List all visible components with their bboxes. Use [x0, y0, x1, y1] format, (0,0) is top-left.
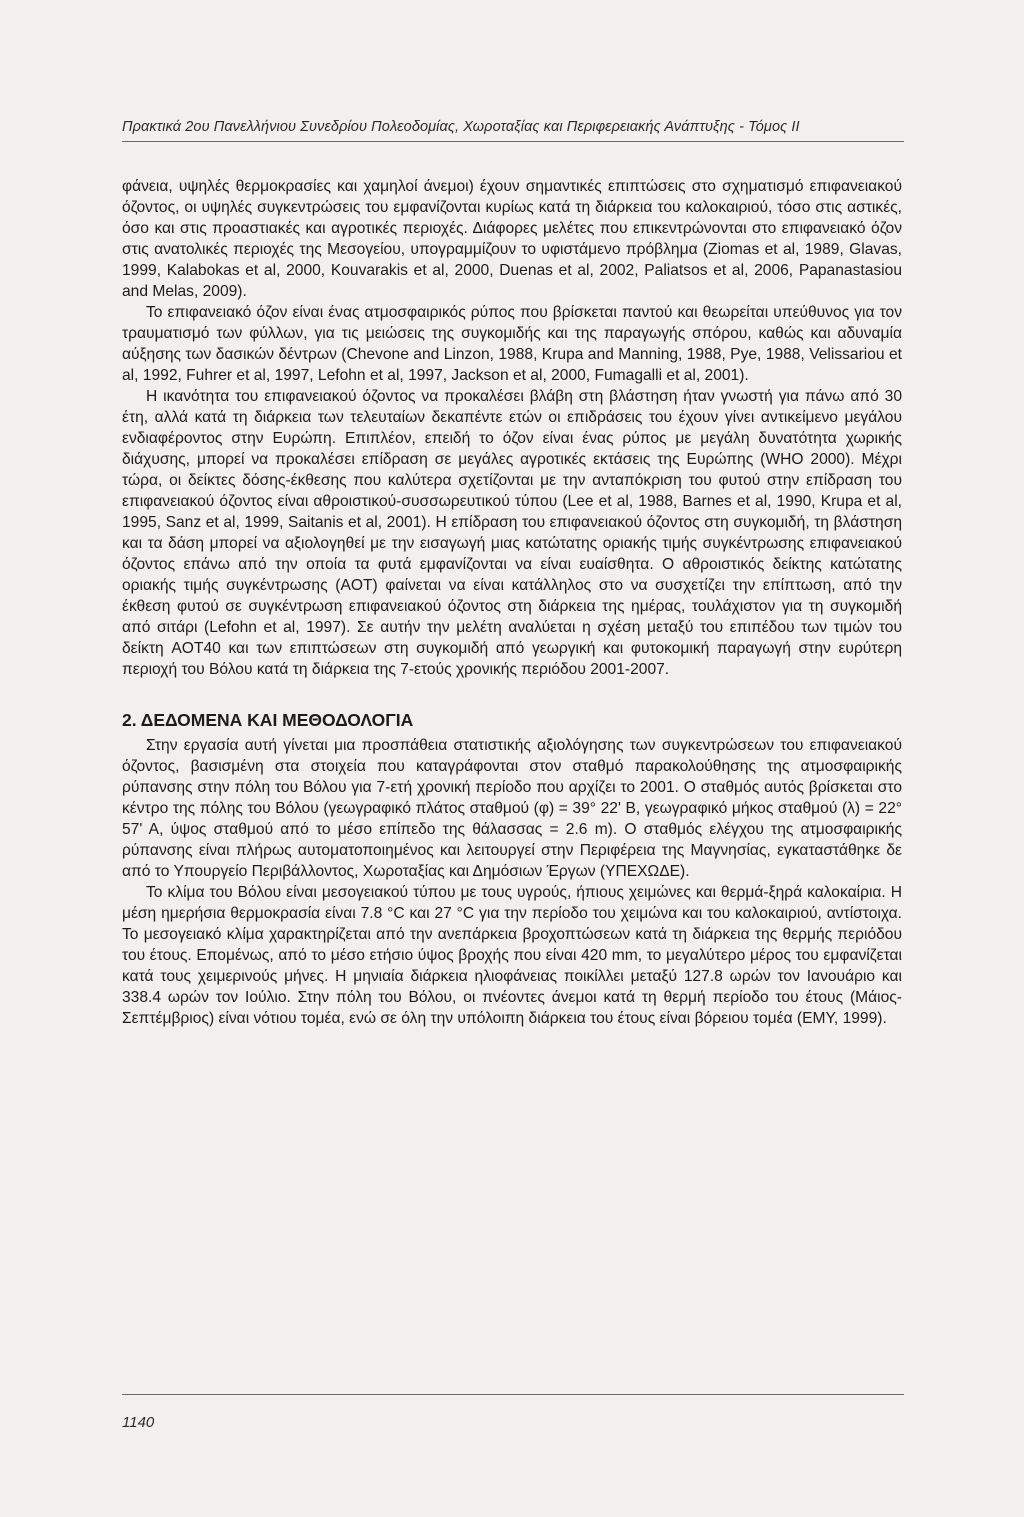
footer-divider — [122, 1394, 904, 1395]
paragraph-2: Το επιφανειακό όζον είναι ένας ατμοσφαιρικός ρύπος που βρίσκεται παντού και θεωρείται υπεύθυνος για τον τραυματισμό των φύλλων, για τις μειώσεις της συγκομιδής και της παραγωγής σπόρου, καθώς και αδυναμία αύξησης των δασικών δέντρων (Chevone and Linzon, 1988, Krupa and Manning, 1988, Pye, 1988, Velissariou et al, 1992, Fuhrer et al, 1997, Lefohn et al, 1997, Jackson et al, 2000, Fumagalli et al, 2001). — [122, 304, 902, 384]
paragraph-4: Στην εργασία αυτή γίνεται μια προσπάθεια στατιστικής αξιολόγησης των συγκεντρώσεων του επιφανειακού όζοντος, βασισμένη στα στοιχεία που καταγράφονται στον σταθμό παρακολούθησης της ατμοσφαιρικής ρύπανσης στην πόλη του Βόλου για 7-ετή χρονική περίοδο που αρχίζει το 2001. Ο σταθμός αυτός βρίσκεται στο κέντρο της πόλης του Βόλου (γεωγραφικό πλάτος σταθμού (φ) = 39° 22' Β, γεωγραφικό μήκος σταθμού (λ) = 22° 57' Α, ύψος σταθμού από το μέσο επίπεδο της θάλασσας = 2.6 m). Ο σταθμός ελέγχου της ατμοσφαιρικής ρύπανσης είναι πλήρως αυτοματοποιημένος και λειτουργεί στην Περιφέρεια της Μαγνησίας, εγκαταστάθηκε δε από το Υπουργείο Περιβάλλοντος, Χωροταξίας και Δημόσιων Έργων (ΥΠΕΧΩΔΕ). — [122, 737, 902, 880]
section-heading: 2. ΔΕΔΟΜΕΝΑ ΚΑΙ ΜΕΘΟΔΟΛΟΓΙΑ — [122, 710, 414, 730]
paragraph-3: Η ικανότητα του επιφανειακού όζοντος να προκαλέσει βλάβη στη βλάστηση ήταν γνωστή για πάνω από 30 έτη, αλλά κατά τη διάρκεια των τελευταίων δεκαπέντε ετών οι επιδράσεις του έχουν γίνει αντικείμενο μεγάλου ενδιαφέροντος στην Ευρώπη. Επιπλέον, επειδή το όζον είναι ένας ρύπος με μεγάλη δυνατότητα χωρικής διάχυσης, μπορεί να προκαλέσει επίδραση σε μεγάλες αγροτικές εκτάσεις της Ευρώπης (WHO 2000). Μέχρι τώρα, οι δείκτες δόσης-έκθεσης που καλύτερα σχετίζονται με την ανταπόκριση του φυτού στην επίδραση του επιφανειακού όζοντος είναι αθροιστικού-συσσωρευτικού τύπου (Lee et al, 1988, Barnes et al, 1990, Krupa et al, 1995, Sanz et al, 1999, Saitanis et al, 2001). Η επίδραση του επιφανειακού όζοντος στη συγκομιδή, τη βλάστηση και τα δάση μπορεί να αξιολογηθεί με την εισαγωγή μιας κατώτατης οριακής τιμής συγκέντρωσης επιφανειακού όζοντος επάνω από την οποία τα φυτά εμφανίζονται να είναι ευαίσθητα. Ο αθροιστικός δείκτης κατώτατης οριακής τιμής συγκέντρωσης (AOT) φαίνεται να είναι κατάλληλος στο να συσχετίζει την επίπτωση, από την έκθεση φυτού σε συγκέντρωση επιφανειακού όζοντος στη διάρκεια της ημέρας, τουλάχιστον για τη συγκομιδή από σιτάρι (Lefohn et al, 1997). Σε αυτήν την μελέτη αναλύεται η σχέση μεταξύ του επιπέδου των τιμών του δείκτη AOT40 και των επιπτώσεων στη συγκομιδή από γεωργική και φυτοκομική παραγωγή στην ευρύτερη περιοχή του Βόλου κατά τη διάρκεια της 7-ετούς χρονικής περιόδου 2001-2007. — [122, 388, 902, 678]
paragraph-1: φάνεια, υψηλές θερμοκρασίες και χαμηλοί άνεμοι) έχουν σημαντικές επιπτώσεις στο σχηματισμό επιφανειακού όζοντος, οι υψηλές συγκεντρώσεις του εμφανίζονται κυρίως κατά τη διάρκεια του καλοκαιριού, τόσο στις αστικές, όσο και στις προαστιακές και αγροτικές περιοχές. Διάφορες μελέτες που επικεντρώνονται στο επιφανειακό όζον στις ανατολικές περιοχές της Μεσογείου, υπογραμμίζουν το υφιστάμενο πρόβλημα (Ziomas et al, 1989, Glavas, 1999, Kalabokas et al, 2000, Kouvarakis et al, 2000, Duenas et al, 2002, Paliatsos et al, 2006, Papanastasiou and Melas, 2009). — [122, 178, 902, 300]
page-number: 1140 — [122, 1414, 155, 1431]
running-header: Πρακτικά 2ου Πανελλήνιου Συνεδρίου Πολεοδομίας, Χωροταξίας και Περιφερειακής Ανάπτυξης - Τόμος ΙΙ — [122, 119, 800, 135]
header-divider — [122, 141, 904, 142]
body-text — [122, 176, 902, 1029]
paragraph-5: Το κλίμα του Βόλου είναι μεσογειακού τύπου με τους υγρούς, ήπιους χειμώνες και θερμά-ξηρά καλοκαίρια. Η μέση ημερήσια θερμοκρασία είναι 7.8 °C και 27 °C για την περίοδο του χειμώνα και του καλοκαιριού, αντίστοιχα. Το μεσογειακό κλίμα χαρακτηρίζεται από την ανεπάρκεια βροχοπτώσεων κατά τη διάρκεια της θερμής περιόδου του έτους. Επομένως, από το μέσο ετήσιο ύψος βροχής που είναι 420 mm, το μεγαλύτερο μέρος του εμφανίζεται κατά τους χειμερινούς μήνες. Η μηνιαία διάρκεια ηλιοφάνειας ποικίλλει μεταξύ 127.8 ωρών τον Ιανουάριο και 338.4 ωρών τον Ιούλιο. Στην πόλη του Βόλου, οι πνέοντες άνεμοι κατά τη θερμή περίοδο του έτους (Μάιος-Σεπτέμβριος) είναι νότιου τομέα, ενώ σε όλη την υπόλοιπη διάρκεια του έτους είναι βόρειου τομέα (ΕΜΥ, 1999). — [122, 884, 902, 1027]
